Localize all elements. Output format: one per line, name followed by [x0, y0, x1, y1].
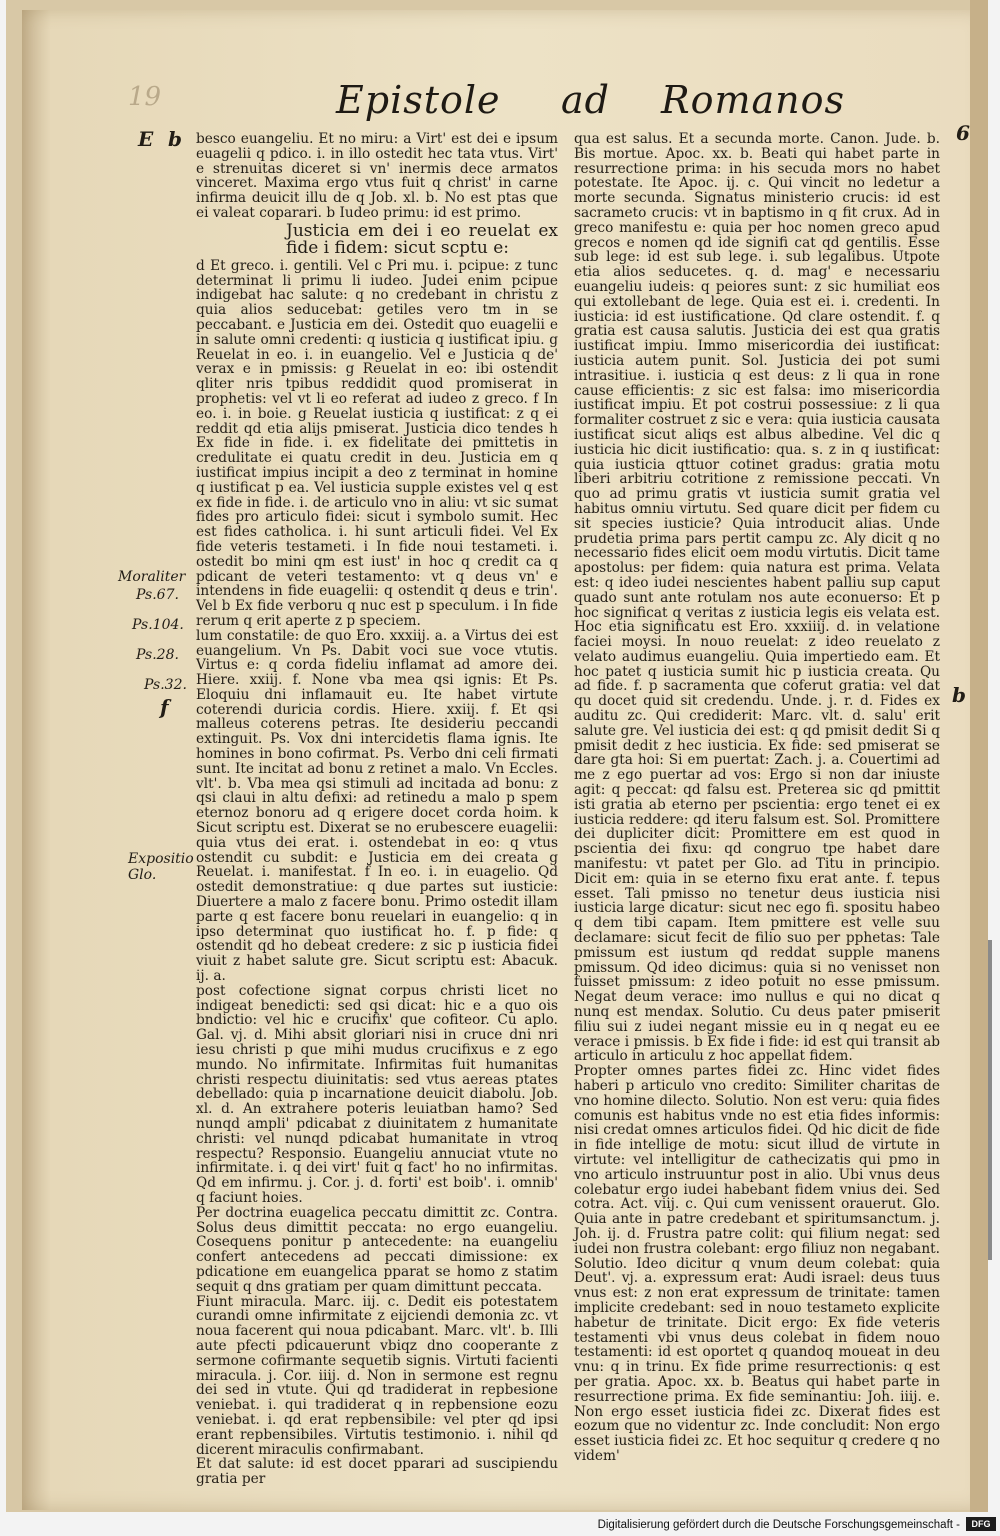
faint-folio-number: 19 — [128, 82, 162, 112]
margin-note-moraliter: Moraliter — [118, 569, 186, 585]
scripture-lemma: Justicia em dei i eo reuelat ex fide i fidem: sicut scptu e: — [286, 220, 558, 258]
left-text-column — [196, 132, 558, 1487]
margin-number-6: 6 — [956, 121, 970, 145]
paragraph: Et dat salute: id est docet pparari ad suscipiendu gratia per — [196, 1456, 558, 1488]
margin-note-glo: Glo. — [128, 867, 157, 883]
margin-note-ps104: Ps.104. — [132, 617, 184, 633]
margin-note-ps67: Ps.67. — [136, 587, 179, 603]
running-head — [6, 78, 988, 128]
paragraph: Propter omnes partes fidei zc. Hinc videt fides haberi p articulo vno credito: Similiter charitas de vno homine dilecto. Solutio. Non est veru: quia fides comunis est habitus vnde no est etia fides informis: nisi credat omnes articulos fidei. Qd hic dicit de fide in fide intellige de motu: sicut illud de virtute in virtute: vel intelligitur de cathecizatis qui pmo in vno articulo instruuntur post in alio. Ubi vnus deus colebatur ergo iudei habebant fidem vnius dei. Sed cotra. Act. viij. c. Qui cum venissent orauerut. Glo. Quia ante in patre credebant et spiritumsanctum. j. Joh. ij. d. Frustra patre colit: qui filium negat: sed iudei non frustra colebant: ergo filiuz non negabant. Solutio. Ideo dicitur q vnum deum colebat: quia Deut'. vj. a. expressum erat: Audi israel: deus tuus vnus est: z non erat expressum de trinitate: tamen implicite credebant: sed in nouo testameto explicite habetur de trinitate. Dicit ergo: Ex fide veteris testamenti vbi vnus deus colebat in fidem nouo testamenti: id est oportet q quandoq moueat in deu vnu: q in trinu. Ex fide prime resurrectionis: q est per gratia. Apoc. xx. b. Beatus qui habet parte in resurrectione prima. Ex fide seminantiu: Joh. iiij. e. Non ergo esset iusticia fidei zc. Dixerat fides est eozum que no videntur zc. Inde concludit: Non ergo esset iusticia fidei zc. Et hoc sequitur q credere q no videm' — [574, 1063, 940, 1464]
running-head-word-3: Romanos — [661, 78, 846, 122]
book-page — [6, 0, 988, 1512]
margin-note-ps32: Ps.32. — [144, 677, 187, 693]
margin-letter-b: b — [168, 127, 182, 151]
paragraph: Fiunt miracula. Marc. iij. c. Dedit eis potestatem curandi omne infirmitate z eijciendi demonia zc. vt noua facerent qui noua pdicabant. Marc. vlt'. b. Illi aute pfecti pdicauerunt vbiqz dno cooperante z sermone cofirmante sequetib signis. Virtuti facienti miracula. j. Cor. iiij. d. Non in sermone est regnu dei sed in vtute. Qui qd tradiderat in repbesione veniebat. i. qui tradiderat q in repbensione eozu veniebat. i. qd erat repbensibile: vel pter qd ipsi erant repbensibiles. Virtutis testimonio. i. nihil qd dicerent miraculis confirmabant. — [196, 1293, 558, 1458]
funding-credit: Digitalisierung gefördert durch die Deutsche Forschungsgemeinschaft - — [597, 1519, 960, 1531]
paragraph: besco euangeliu. Et no miru: a Virt' est dei e ipsum euagelii q pdico. i. in illo ostedit hec tata vtus. Virt' e strenuitas diceret si vn' inermis dece armatos vinceret. Maxima ergo vtus fuit q christ' in carne infirma deuicit illu de q Job. xl. b. No est ptas que ei valeat coparari. b Iudeo primu: id est primo. — [196, 131, 558, 221]
margin-note-expositio: Expositio — [128, 851, 194, 867]
margin-letter-E: E — [138, 127, 154, 151]
margin-letter-b-right: b — [952, 683, 966, 707]
scan-edge-shadow — [988, 940, 992, 1260]
page-edge — [970, 0, 988, 1512]
paragraph: lum constatile: de quo Ero. xxxiij. a. a Virtus dei est euangelium. Vn Ps. Dabit voci sue voce vtutis. Virtus e: q corda fideliu inflamat ad amore dei. Hiere. xxiij. f. None vba mea qsi ignis: Et Ps. Eloquiu dni inflamauit eu. Ite habet virtute coterendi duricia cordis. Hiere. xxiij. f. Et qsi malleus coterens petras. Ite desideriu peccandi extinguit. Ps. Vox dni intercidetis flama ignis. Ite homines in bono cofirmat. Ps. Verbo dni celi firmati sunt. Ite incitat ad bonu z retinet a malo. Vn Eccles. vlt'. b. Vba mea qsi stimuli ad incitada ad bonu: z qsi claui in altu defixi: ad retinedu a malo p spem eternoz bonoru ad q erigere docet corda hoim. k Sicut scriptu est. Dixerat se no erubescere euagelii: quia vtus dei erat. i. ostendebat in eo: q vtus ostendit cu subdit: e Justicia em dei creata g Reuelat. i. manifestat. f In eo. i. in euagelio. Qd ostedit demonstratiue: q due partes sut iusticie: Diuertere a malo z facere bonu. Primo ostedit illam parte q est facere bonu reuelari in euangelio: q in ipso determinat quo iustificat ho. f. p fide: q ostendit qd ho debeat credere: z sic p iusticia fidei viuit z habet salute gre. Sicut scriptu est: Abacuk. ij. a. — [196, 627, 558, 985]
running-head-word-1: Epistole — [336, 78, 501, 122]
dfg-logo: DFG — [966, 1517, 996, 1531]
footer-bar — [0, 1514, 1000, 1536]
paragraph: post cofectione signat corpus christi licet no indigeat benedicti: sed qsi dicat: hic e a quo ois bndictio: vel hic e crucifix' que cofiteor. Cu aplo. Gal. vj. d. Mihi absit gloriari nisi in cruce dni nri iesu christi p que mihi mudus crucifixus e z ego mundo. No infirmitate. Infirmitas fuit humanitas christi respectu diuinitatis: sed vtus aereas ptates debellado: quia p incarnatione deuicit diabolu. Job. xl. d. An extrahere poteris leuiatban hamo? Sed nunqd ampli' pdicabat z diuinitatem z humanitate christi: vel nunqd pdicabat humanitate in vtroq respectu? Responsio. Euangeliu annuciat vtute no infirmitate. i. q dei virt' fuit q fact' ho no infirmitas. Qd em infirmu. j. Cor. j. d. forti' est boib'. i. omnib' q faciunt hoies. — [196, 982, 558, 1206]
right-text-column — [574, 132, 940, 1464]
margin-note-ps28: Ps.28. — [136, 647, 179, 663]
paragraph: qua est salus. Et a secunda morte. Canon. Jude. b. Bis mortue. Apoc. xx. b. Beati qui habet parte in resurrectione prima: in his secuda mors no habet potestate. Ite Apoc. ij. c. Qui vincit no ledetur a morte secunda. Signatus ministerio crucis: id est sacrameto crucis: vt in baptismo in q fit crux. Ad in greco manifestu e: quia per hoc nomen greco apud grecos e nomen qd ide signifi cat qd gentilis. Esse sub lege: id est sub lege. i. sub legalibus. Utpote etia alios seducetes. q. d. mag' e necessariu euangeliu iudeis: q peiores sunt: z sic humiliat eos qui extollebant de lege. Quia est ei. i. credenti. In iusticia: id est iustificatione. Qd clare ostendit. f. q gratia est causa salutis. Justicia dei est qua gratis iustificat impiu. Immo misericordia dei iustificat: iusticia autem punit. Sol. Justicia dei pot sumi intrasitiue. i. iusticia q est deus: z li qua in rone cause efficientis: z sic est falsa: imo misericordia iustificat impiu. Et pot costrui possessiue: z li qua formaliter costruet z sic e vera: quia iusticia causata iustificat sicut aliqs est albus albedine. Vel dic q iusticia hic dicit iustificatio: qua. s. z in q iustificat: quia iusticia qttuor cotinet gradus: gratia motu liberi arbitriu cotritione z remissione peccati. Vn quo ad primu gratis vt iusticia sumit gratia vel habitus omniu virtutu. Sed quare dicit per fidem cu sit species iusticie? Quia introducit alias. Unde prudetia prima pars pertit campu zc. Aly dicit q no necessario fides elicit oem modu virtutis. Dicit tame apostolus: per fidem: quia natura est prima. Velata est: q ideo iudei nescientes habent palliu sup caput quado sunt ante rotulam nos aute econuerso: Et p hoc significat q veritas z iusticia legis eis velata est. Hoc etia significatu est Ero. xxxiiij. d. in velatione faciei moysi. In nouo reuelat: z ideo reuelato z velato audimus euangeliu. Quia impertiedo eam. Et hoc patet q iusticia sumit hic p iusticia creata. Qu ad fide. f. p sacramenta que coferut gratia: vel dat qu docet quid sit credendu. Unde. j. r. d. Fides ex auditu zc. Qui crediderit: Marc. vlt. d. salu' erit salute gre. Vel iusticia dei est: q qd pmisit dedit Si q pmisit dedit z hec iusticia. Ex fide: sed pmiserat se dare gta hoi: Si em puertat: Zach. j. a. Couertimi ad me z ego puertar ad vos: Ergo si non dar iniuste agit: q peccat: qd falsu est. Preterea sic qd pmittit isti gratia ab eterno per pscientia: ergo tenet ei ex iusticia reddere: qd iteru falsum est. Sol. Promittere dei dupliciter dicit: Promittere em est quod in pscientia dei fixu: qd congruo tpe habet dare manifestu: vt patet per Glo. ad Titu in principio. Dicit em: quia in se eterno fixu erat ante. f. tepus esset. Tali pmisso no tenetur deus iusticia nisi iusticia large dicatur: sicut nec ego fi. spositu habeo q dem tibi capam. Item pmittere est velle suu declamare: sicut fecit de filio suo per pphetas: Tale pmissum est iustum qd reddat supple manens pmissum. Qd ideo dicimus: quia si no venisset non fuisset pmissum: z ideo potuit no esse pmissum. Negat deum verace: imo nullus e qui no dicat q nunq est mendax. Solutio. Cu deus pater pmiserit filiu sui z iudei negant missie eu in q negat eu ee verace i pmissis. b Ex fide i fide: id est qui transit ab articulo in articulu z hoc appellat fidem. — [574, 131, 940, 1065]
paragraph: Per doctrina euagelica peccatu dimittit zc. Contra. Solus deus dimittit peccata: no ergo euangeliu. Cosequens ponitur p antecedente: na euangeliu confert antecedens ad peccati dimissione: ex pdicatione em euangelica pparat se homo z statim sequit q dns gratiam per quam dimittunt peccata. — [196, 1204, 558, 1295]
margin-letter-f: f — [160, 695, 169, 719]
running-head-word-2: ad — [561, 78, 610, 122]
paragraph: d Et greco. i. gentili. Vel c Pri mu. i. pcipue: z tunc determinat li primu li iudeo. Judei enim pcipue indigebat hac salute: q no credebant in christu z quia alios seducebat: getiles vero tm in se peccabant. e Justicia em dei. Ostedit quo euagelii e in salute omni credenti: q iusticia q iustificat ipiu. g Reuelat in eo. i. in euangelio. Vel e Justicia q de' verax e in pmissis: g Reuelat in eo: ibi ostendit qliter nris tpibus reddidit quod promiserat in prophetis: vel vt li eo referat ad iudeo z greco. f In eo. i. in boie. g Reuelat iusticia q iustificat: z q ei reddit qd etia alijs pmiserat. Justicia dico tendes h Ex fide in fide. i. ex fidelitate dei pmittetis in credulitate ei quatu credit in deu. Justicia em q iustificat impius incipit a deo z terminat in homine q iustificat p ea. Vel iusticia supple existes vel q est ex fide in fide. i. de articulo vno in aliu: vt sic sumat fides pro articulo fidei: sicut i symbolo sumit. Hec est fides catholica. i. hi sunt articuli fidei. Vel Ex fide veteris testameti. i In fide noui testameti. i. ostedit bo mini qm est iust' in hoc q credit ca q pdicant de veteri testamento: vt q deus vn' e intendens in fide euagelii: q ostendit q deus e trin'. Vel b Ex fide verboru q nuc est p speculum. i In fide rerum q erit aperte z p speciem. — [196, 257, 558, 629]
